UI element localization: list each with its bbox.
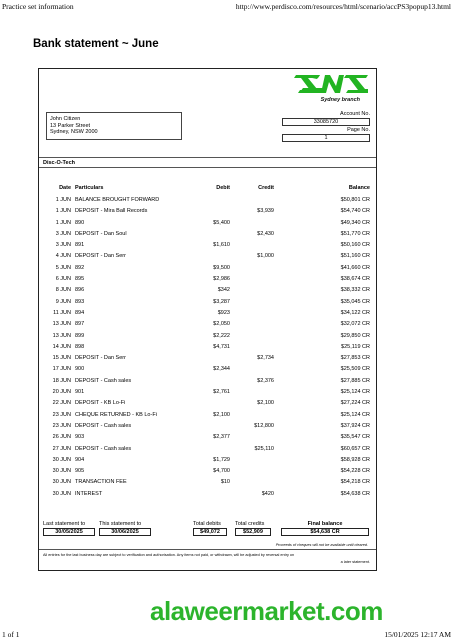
- row-debit: $5,400: [213, 219, 230, 226]
- bank-branch: Sydney branch: [320, 97, 360, 103]
- bank-statement: [38, 68, 377, 571]
- print-header-url: http://www.perdisco.com/resources/html/scenario/accPS3popup13.html: [235, 2, 451, 11]
- divider: [39, 549, 376, 550]
- divider: [39, 157, 376, 158]
- final-balance: [281, 521, 369, 536]
- row-debit: $2,222: [213, 332, 230, 339]
- row-balance: $37,924 CR: [340, 422, 370, 429]
- row-balance: $27,224 CR: [340, 400, 370, 407]
- table-row: [39, 468, 376, 479]
- row-balance: $54,228 CR: [340, 468, 370, 475]
- row-debit: $2,986: [213, 276, 230, 283]
- page-title: Bank statement ~ June: [33, 38, 159, 50]
- print-footer: [2, 630, 451, 640]
- table-row: [39, 344, 376, 355]
- znz-logo-icon: [290, 73, 368, 97]
- row-date: 8 JUN: [55, 287, 71, 294]
- row-date: 13 JUN: [52, 321, 71, 328]
- table-row: [39, 253, 376, 264]
- row-particulars: DEPOSIT - Cash sales: [75, 377, 132, 384]
- row-balance: $51,770 CR: [340, 230, 370, 237]
- final-balance-label: Final balance: [307, 521, 343, 527]
- row-date: 18 JUN: [52, 377, 71, 384]
- row-balance: $29,850 CR: [340, 332, 370, 339]
- row-credit: $25,110: [254, 445, 274, 452]
- row-date: 13 JUN: [52, 332, 71, 339]
- table-row: [39, 208, 376, 219]
- row-particulars: 892: [75, 264, 85, 271]
- table-row: [39, 400, 376, 411]
- table-row: [39, 197, 376, 208]
- print-header-title: Practice set information: [2, 2, 74, 11]
- row-credit: $2,100: [257, 400, 274, 407]
- print-footer-pages: 1 of 1: [2, 630, 20, 639]
- col-particulars: Particulars: [75, 185, 104, 191]
- row-debit: $1,610: [213, 242, 230, 249]
- row-particulars: DEPOSIT - Cash sales: [75, 422, 132, 429]
- row-debit: $2,344: [213, 366, 230, 373]
- footnote-line-1: All entries for the last business day are subject to verification and authorisation. Any items not paid, or withdrawn, will be adjusted by reversal entry on: [43, 553, 295, 557]
- total-credits-label: Total credits: [235, 521, 265, 527]
- row-particulars: 901: [75, 389, 85, 396]
- row-particulars: DEPOSIT - Dan Serr: [75, 355, 126, 362]
- table-row: [39, 299, 376, 310]
- row-date: 9 JUN: [55, 298, 71, 305]
- row-date: 23 JUN: [52, 411, 71, 418]
- row-balance: $60,657 CR: [340, 445, 370, 452]
- row-debit: $342: [217, 287, 230, 294]
- row-particulars: CHEQUE RETURNED - KB Lo-Fi: [75, 411, 157, 418]
- row-particulars: DEPOSIT - Mira Ball Records: [75, 208, 148, 215]
- total-debits: [193, 521, 227, 536]
- row-date: 27 JUN: [52, 445, 71, 452]
- customer-city: Sydney, NSW 2000: [50, 129, 98, 135]
- row-debit: $4,700: [213, 468, 230, 475]
- row-balance: $27,885 CR: [340, 377, 370, 384]
- row-date: 20 JUN: [52, 389, 71, 396]
- total-debits-label: Total debits: [193, 521, 221, 527]
- row-date: 4 JUN: [55, 253, 71, 260]
- row-particulars: 904: [75, 456, 85, 463]
- row-date: 3 JUN: [55, 242, 71, 249]
- last-statement-date: 30/05/2025: [43, 528, 95, 536]
- row-particulars: TRANSACTION FEE: [75, 479, 127, 486]
- cheque-note: Proceeds of cheques will not be available until cleared.: [275, 543, 368, 547]
- row-particulars: 894: [75, 309, 85, 316]
- row-balance: $50,801 CR: [340, 197, 370, 203]
- row-balance: $25,124 CR: [340, 389, 370, 396]
- page-number: 1: [282, 134, 370, 142]
- table-row: [39, 287, 376, 298]
- total-credits-value: $52,909: [235, 528, 271, 536]
- customer-street: 13 Parker Street: [50, 122, 91, 129]
- table-row: [39, 378, 376, 389]
- row-credit: $1,000: [257, 253, 274, 260]
- row-balance: $25,124 CR: [340, 411, 370, 418]
- row-debit: $2,761: [213, 389, 230, 396]
- print-header: [2, 2, 451, 12]
- row-balance: $27,853 CR: [340, 355, 370, 362]
- divider: [39, 167, 376, 168]
- table-row: [39, 265, 376, 276]
- row-date: 11 JUN: [53, 309, 71, 316]
- total-debits-value: $49,072: [193, 528, 227, 536]
- table-row: [39, 355, 376, 366]
- row-balance: $38,332 CR: [340, 287, 370, 294]
- row-debit: $2,100: [213, 411, 230, 418]
- row-debit: $4,731: [213, 343, 230, 350]
- table-row: [39, 220, 376, 231]
- table-row: [39, 366, 376, 377]
- account-number: 33085720: [282, 118, 370, 126]
- table-row: [39, 231, 376, 242]
- row-particulars: DEPOSIT - KB Lo-Fi: [75, 400, 126, 407]
- table-row: [39, 389, 376, 400]
- row-particulars: 893: [75, 298, 85, 305]
- total-credits: [235, 521, 271, 536]
- bank-logo: [290, 73, 368, 107]
- table-row: [39, 479, 376, 490]
- table-row: [39, 412, 376, 423]
- this-statement: [99, 521, 151, 536]
- row-particulars: 900: [75, 366, 85, 373]
- row-date: 14 JUN: [52, 343, 71, 350]
- row-balance: $38,674 CR: [340, 276, 370, 283]
- row-particulars: 890: [75, 219, 85, 226]
- row-particulars: 897: [75, 321, 85, 328]
- footnote-line-2: a later statement.: [340, 560, 370, 564]
- table-row: [39, 457, 376, 468]
- last-statement: [43, 521, 95, 536]
- row-debit: $3,287: [213, 298, 230, 305]
- row-credit: $12,800: [254, 422, 274, 429]
- row-date: 26 JUN: [52, 434, 71, 441]
- row-date: 3 JUN: [55, 230, 71, 237]
- table-row: [39, 276, 376, 287]
- footnote: [43, 552, 370, 566]
- col-credit: Credit: [258, 185, 274, 191]
- row-particulars: 895: [75, 276, 85, 283]
- final-balance-value: $54,638 CR: [281, 528, 369, 536]
- row-balance: $25,509 CR: [340, 366, 370, 373]
- transactions-header: [39, 185, 376, 193]
- row-credit: $2,734: [257, 355, 274, 362]
- row-balance: $54,740 CR: [340, 208, 370, 215]
- row-debit: $2,050: [213, 321, 230, 328]
- row-balance: $25,119 CR: [341, 343, 370, 350]
- table-row: [39, 333, 376, 344]
- row-debit: $923: [217, 309, 230, 316]
- row-particulars: 903: [75, 434, 85, 441]
- row-credit: $420: [261, 490, 274, 497]
- row-date: 1 JUN: [55, 197, 71, 203]
- row-balance: $41,660 CR: [340, 264, 370, 271]
- row-balance: $50,160 CR: [340, 242, 370, 249]
- row-particulars: 905: [75, 468, 85, 475]
- table-row: [39, 423, 376, 434]
- row-debit: $10: [220, 479, 230, 486]
- account-number-label: Account No.: [340, 111, 370, 117]
- table-row: [39, 491, 376, 502]
- row-date: 23 JUN: [52, 422, 71, 429]
- row-balance: $51,160 CR: [340, 253, 370, 260]
- company-name: Disc-O-Tech: [43, 160, 75, 166]
- page-number-label: Page No.: [347, 127, 370, 133]
- row-particulars: 899: [75, 332, 85, 339]
- row-credit: $3,939: [257, 208, 274, 215]
- table-row: [39, 321, 376, 332]
- row-particulars: 891: [75, 242, 85, 249]
- this-statement-label: This statement to: [99, 521, 142, 527]
- row-particulars: DEPOSIT - Dan Soul: [75, 230, 127, 237]
- row-balance: $35,547 CR: [340, 434, 370, 441]
- row-date: 5 JUN: [55, 264, 71, 271]
- row-balance: $54,638 CR: [340, 490, 370, 497]
- print-footer-timestamp: 15/01/2025 12:17 AM: [384, 630, 451, 639]
- watermark: alaweermarket.com: [150, 596, 383, 626]
- col-debit: Debit: [216, 185, 230, 191]
- row-balance: $54,218 CR: [340, 479, 370, 486]
- last-statement-label: Last statement to: [43, 521, 86, 527]
- table-row: [39, 242, 376, 253]
- this-statement-date: 30/06/2025: [99, 528, 151, 536]
- row-particulars: BALANCE BROUGHT FORWARD: [75, 197, 160, 203]
- row-date: 30 JUN: [52, 456, 71, 463]
- row-date: 30 JUN: [52, 490, 71, 497]
- col-balance: Balance: [348, 185, 370, 191]
- col-date: Date: [59, 185, 71, 191]
- row-particulars: 898: [75, 343, 85, 350]
- row-balance: $34,122 CR: [340, 309, 370, 316]
- row-date: 1 JUN: [55, 219, 71, 226]
- table-row: [39, 434, 376, 445]
- row-particulars: DEPOSIT - Dan Serr: [75, 253, 126, 260]
- row-date: 22 JUN: [52, 400, 71, 407]
- row-date: 17 JUN: [52, 366, 71, 373]
- row-particulars: 896: [75, 287, 85, 294]
- row-balance: $58,928 CR: [340, 456, 370, 463]
- customer-name: John Citizen: [50, 116, 81, 122]
- transactions-list: [39, 197, 376, 502]
- row-debit: $1,729: [213, 456, 230, 463]
- row-date: 30 JUN: [52, 468, 71, 475]
- row-date: 1 JUN: [55, 208, 71, 215]
- customer-address: [46, 112, 182, 140]
- row-date: 6 JUN: [55, 276, 71, 283]
- row-balance: $49,340 CR: [340, 219, 370, 226]
- row-date: 15 JUN: [52, 355, 71, 362]
- row-credit: $2,430: [257, 230, 274, 237]
- row-particulars: INTEREST: [75, 490, 103, 497]
- table-row: [39, 446, 376, 457]
- row-balance: $35,045 CR: [340, 298, 370, 305]
- table-row: [39, 310, 376, 321]
- row-balance: $32,072 CR: [340, 321, 370, 328]
- row-debit: $9,500: [213, 264, 230, 271]
- row-credit: $2,376: [257, 377, 274, 384]
- statement-summary: [39, 521, 376, 541]
- row-particulars: DEPOSIT - Cash sales: [75, 445, 132, 452]
- row-date: 30 JUN: [52, 479, 71, 486]
- row-debit: $2,377: [213, 434, 230, 441]
